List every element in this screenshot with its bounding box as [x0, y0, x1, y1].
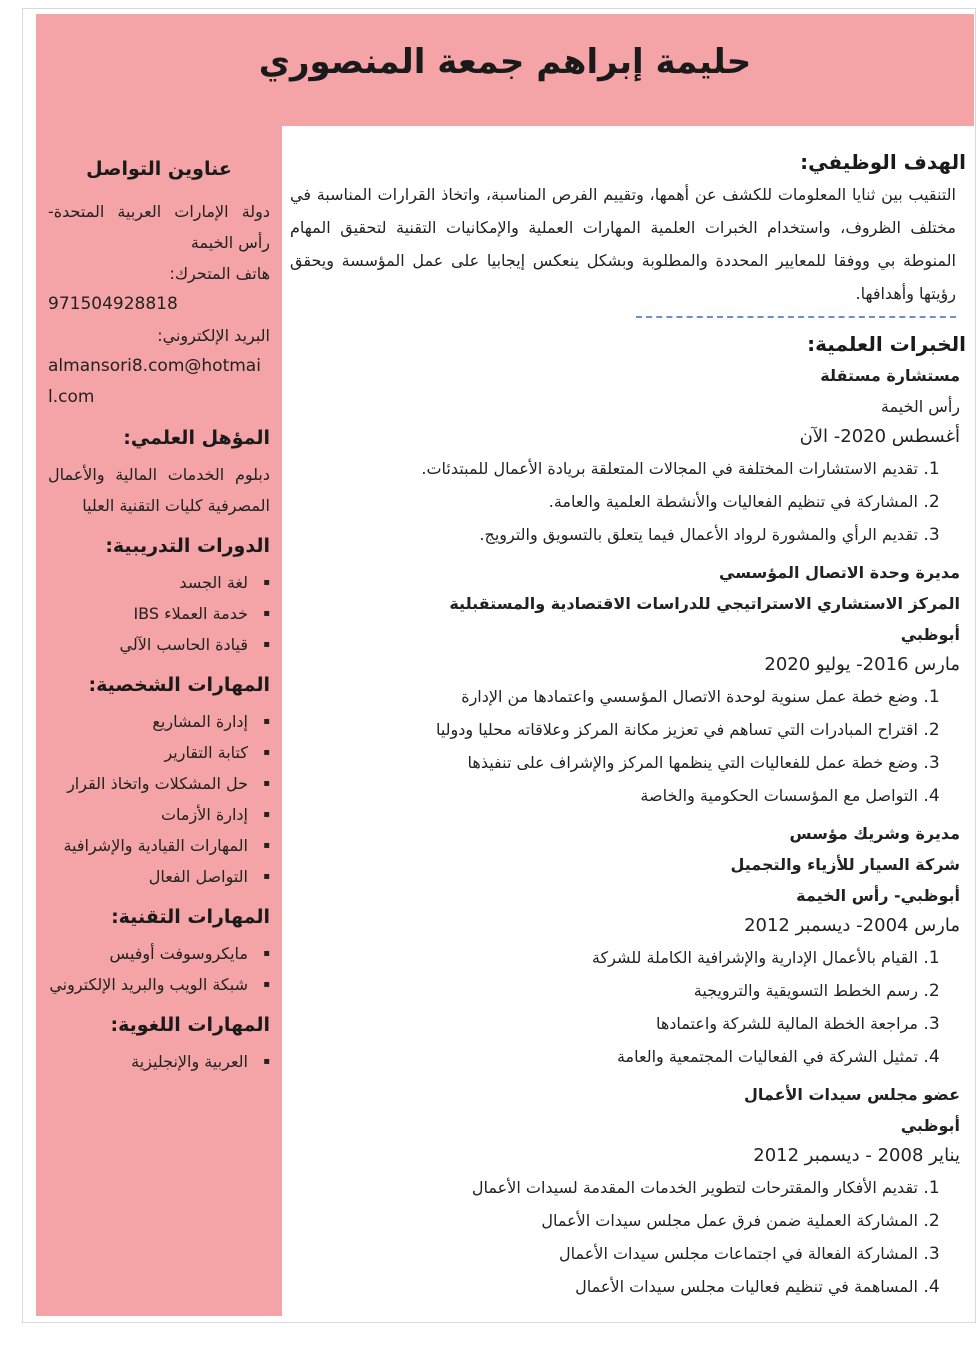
courses-list — [48, 567, 270, 660]
education-title: المؤهل العلمي: — [123, 427, 270, 449]
list-item: ▪ حل المشكلات واتخاذ القرار — [48, 768, 248, 799]
contact-title: عناوين التواصل — [86, 158, 232, 180]
job-organization: شركة السيار للأزياء والتجميل — [730, 855, 960, 874]
list-item: 3. وضع خطة عمل للفعاليات التي ينظمها المركز والإشراف على تنفيذها — [290, 746, 918, 779]
job-title: مستشارة مستقلة — [820, 366, 960, 385]
phone-number: 97150492881​8 — [48, 294, 178, 314]
list-item: 1. تقديم الأفكار والمقترحات لتطوير الخدمات المقدمة لسيدات الأعمال — [290, 1171, 918, 1204]
list-item: 2. المشاركة في تنظيم الفعاليات والأنشطة العلمية والعامة. — [290, 485, 918, 518]
language-skills-list — [48, 1046, 270, 1077]
job-title: عضو مجلس سيدات الأعمال — [743, 1085, 960, 1104]
job-duties — [290, 941, 966, 1073]
job-title: مديرة وحدة الاتصال المؤسسي — [719, 563, 960, 582]
experience-title: الخبرات العلمية: — [807, 332, 966, 356]
job-date: مارس 2004- ديسمبر 2012 — [744, 915, 960, 936]
list-item: 1. القيام بالأعمال الإدارية والإشرافية الكاملة للشركة — [290, 941, 918, 974]
job-duties — [290, 680, 966, 812]
job-duties — [290, 452, 966, 551]
education-text: دبلوم الخدمات المالية والأعمال المصرفية كليات التقنية العليا — [48, 465, 270, 515]
email-label: البريد الإلكتروني: — [157, 326, 270, 345]
list-item: 2. اقتراح المبادرات التي تساهم في تعزيز مكانة المركز وعلاقاته محليا ودوليا — [290, 713, 918, 746]
personal-skills-list — [48, 706, 270, 892]
list-item: 4. المساهمة في تنظيم فعاليات مجلس سيدات الأعمال — [290, 1270, 918, 1303]
list-item: ▪ إدارة المشاريع — [48, 706, 248, 737]
main-content — [290, 150, 966, 1309]
header-banner — [36, 14, 974, 126]
language-skills-title: المهارات اللغوية: — [110, 1014, 270, 1036]
list-item: ▪ إدارة الأزمات — [48, 799, 248, 830]
courses-title: الدورات التدريبية: — [105, 535, 270, 557]
tech-skills-title: المهارات التقنية: — [111, 906, 270, 928]
list-item: 2. المشاركة العملية ضمن فرق عمل مجلس سيدات الأعمال — [290, 1204, 918, 1237]
objective-title: الهدف الوظيفي: — [800, 150, 966, 174]
list-item: ▪ كتابة التقارير — [48, 737, 248, 768]
job-date: مارس 2016- يوليو 2020 — [764, 654, 960, 675]
email-address: almansori8.com@hotmail.com — [48, 356, 261, 407]
list-item: 1. وضع خطة عمل سنوية لوحدة الاتصال المؤسسي واعتمادها من الإدارة — [290, 680, 918, 713]
list-item: ▪ التواصل الفعال — [48, 861, 248, 892]
list-item: 1. تقديم الاستشارات المختلفة في المجالات المتعلقة بريادة الأعمال للمبتدئات. — [290, 452, 918, 485]
job-place: أبوظبي — [900, 1116, 960, 1135]
job-place: رأس الخيمة — [880, 397, 960, 416]
job-date: أغسطس 2020- الآن — [799, 426, 960, 447]
job-date: يناير 2008 - ديسمبر 2012 — [753, 1145, 960, 1166]
job-place: أبوظبي — [900, 625, 960, 644]
list-item: ▪ قيادة الحاسب الآلي — [48, 629, 248, 660]
list-item: ▪ العربية والإنجليزية — [48, 1046, 248, 1077]
list-item: 4. التواصل مع المؤسسات الحكومية والخاصة — [290, 779, 918, 812]
list-item: ▪ مايكروسوفت أوفيس — [48, 938, 248, 969]
personal-skills-title: المهارات الشخصية: — [88, 674, 270, 696]
job-organization: المركز الاستشاري الاستراتيجي للدراسات الاقتصادية والمستقبلية — [449, 594, 960, 613]
address: دولة الإمارات العربية المتحدة- رأس الخيمة — [48, 202, 270, 252]
list-item: 3. تقديم الرأي والمشورة لرواد الأعمال فيما يتعلق بالتسويق والترويج. — [290, 518, 918, 551]
job-place: أبوظبي- رأس الخيمة — [796, 886, 960, 905]
tech-skills-list — [48, 938, 270, 1000]
list-item: 2. رسم الخطط التسويقية والترويجية — [290, 974, 918, 1007]
section-divider — [636, 316, 956, 318]
list-item: ▪ شبكة الويب والبريد الإلكتروني — [48, 969, 248, 1000]
phone-label: هاتف المتحرك: — [169, 264, 270, 283]
job-title: مديرة وشريك مؤسس — [789, 824, 960, 843]
candidate-name: حليمة إبراهم جمعة المنصوري — [258, 42, 752, 82]
list-item: 3. مراجعة الخطة المالية للشركة واعتمادها — [290, 1007, 918, 1040]
job-duties — [290, 1171, 966, 1303]
list-item: 3. المشاركة الفعالة في اجتماعات مجلس سيدات الأعمال — [290, 1237, 918, 1270]
list-item: 4. تمثيل الشركة في الفعاليات المجتمعية والعامة — [290, 1040, 918, 1073]
list-item: ▪ خدمة العملاء IBS — [48, 598, 248, 629]
list-item: ▪ لغة الجسد — [48, 567, 248, 598]
objective-text: التنقيب بين ثنايا المعلومات للكشف عن أهمها، وتقييم الفرص المناسبة، واتخاذ القرارات المناسبة في مختلف الظروف، واستخدام الخبرات العلمية المهارات العملية والإمكانيات التقنية لتحقيق المهام المنوطة بي ووفقا للمعايير المحددة والمطلوبة وبشكل ينعكس إيجابيا على عمل المؤسسة ويحقق رؤيتها وأهدافها. — [290, 185, 956, 303]
list-item: ▪ المهارات القيادية والإشرافية — [48, 830, 248, 861]
sidebar — [36, 126, 282, 1316]
